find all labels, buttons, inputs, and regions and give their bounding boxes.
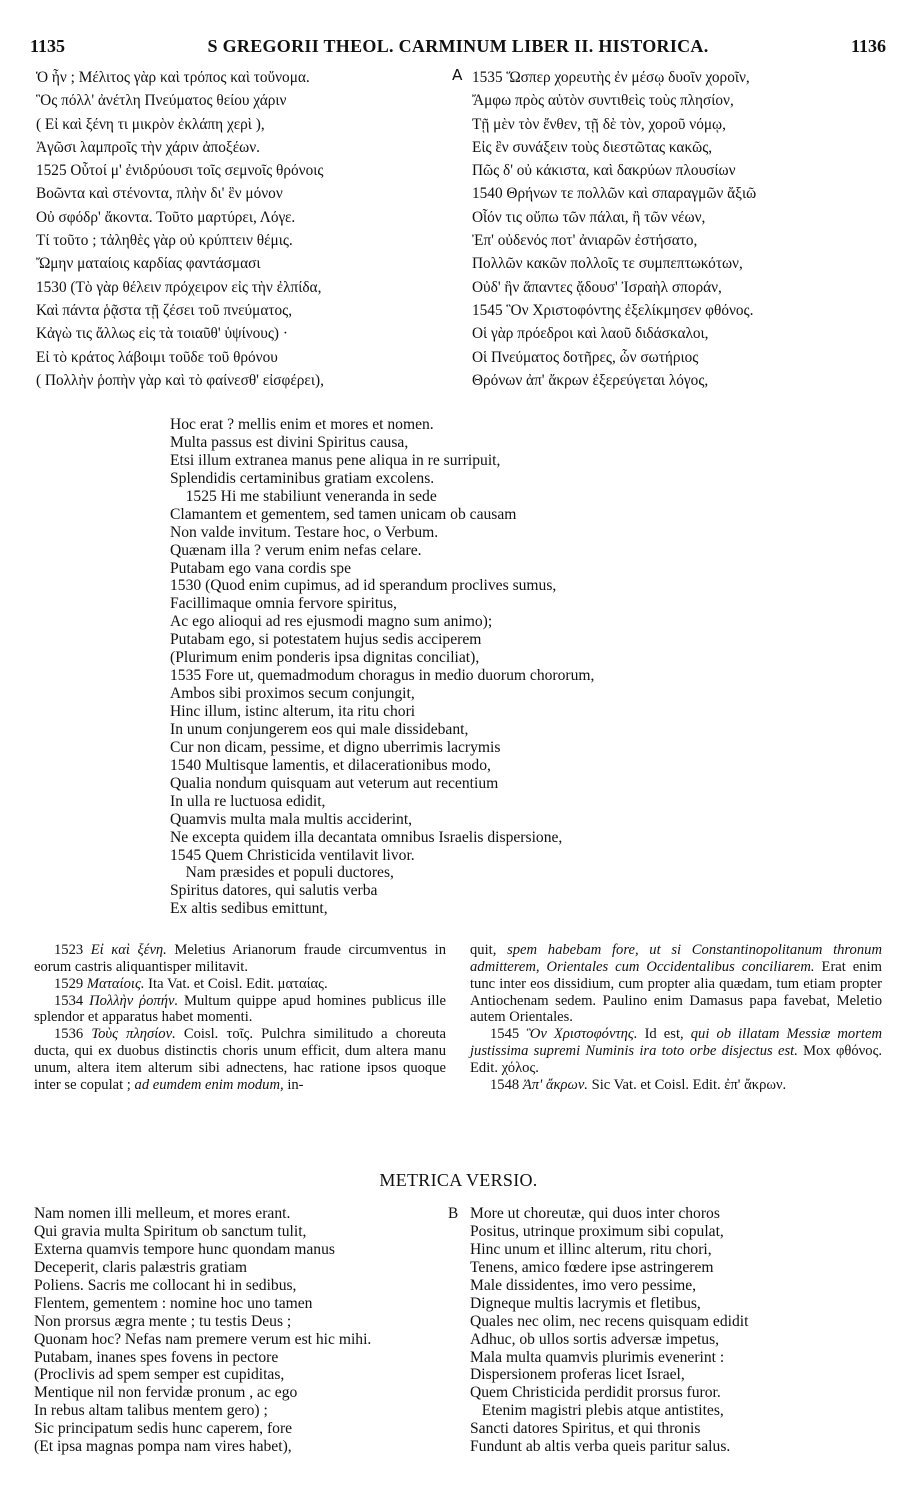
latin-verse-line: Ambos sibi proximos secum conjungit, [170,685,415,703]
greek-verse-line: ( Εἰ καὶ ξένη τι μικρὸν ἐκλάπη χερὶ ), [36,115,265,133]
footnote-italic-text: ad eumdem enim modum, [134,1076,284,1093]
greek-verse-line: Οὐ σφόδρ' ἄκοντα. Τοῦτο μαρτύρει, Λόγε. [36,208,296,226]
metrical-verse-line: Deceperit, claris palæstris gratiam [34,1258,248,1276]
latin-verse-line: Ac ego alioqui ad res ejusmodi magno sum animo); [170,613,493,631]
latin-verse-line: Ne excepta quidem illa decantata omnibus Israelis dispersione, [170,828,563,846]
metrical-verse-line: Externa quamvis tempore hunc quondam manus [34,1240,335,1258]
latin-verse-line: (Plurimum enim ponderis ipsa dignitas conciliat), [170,649,480,667]
greek-verse-line: Εἰς ἓν συνάξειν τοὺς διεστῶτας κακῶς, [472,138,713,156]
greek-text-right-column [452,66,882,392]
footnote-lemma: Ματαίοις. [86,975,145,992]
metrical-verse-line: Male dissidentes, imo vero pessime, [470,1276,697,1294]
metrical-verse-line: Poliens. Sacris me collocant hi in sedibus, [34,1276,297,1294]
metrical-verse-line: Qui gravia multa Spiritum ob sanctum tulit, [34,1222,307,1240]
latin-verse-line: 1535 Fore ut, quemadmodum choragus in medio duorum chororum, [170,667,595,685]
greek-verse-line: Πῶς δ' οὐ κάκιστα, καὶ δακρύων πλουσίων [472,162,736,180]
latin-verse-line: In ulla re luctuosa edidit, [170,792,326,810]
section-heading: METRICA VERSIO. [379,1170,538,1190]
footnote-line-number: 1548 [490,1076,523,1093]
greek-verse-line: Τῇ μὲν τὸν ἔνθεν, τῇ δὲ τὸν, χοροῦ νόμῳ, [472,115,726,133]
metrical-verse-line: Hinc unum et illinc alterum, ritu chori, [470,1240,712,1258]
latin-verse-line: Multa passus est divini Spiritus causa, [170,433,409,451]
greek-verse-line: Οἱ Πνεύματος δοτῆρες, ὧν σωτήριος [472,348,699,366]
column-marker-b: B [448,1205,459,1222]
metrical-verse-line: Positus, utrinque proximum sibi copulat, [470,1222,724,1240]
metrical-verse-line: (Et ipsa magnas pompa nam vires habet), [34,1438,292,1456]
greek-verse-line: Ὃς πόλλ' ἀνέτλη Πνεύματος θείου χάριν [36,92,287,110]
latin-verse-line: Facillimaque omnia fervore spiritus, [170,595,397,613]
latin-verse-line: Hinc illum, istinc alterum, ita ritu chori [170,703,416,720]
greek-verse-line: Ἄμφω πρὸς αὑτὸν συντιθεὶς τοὺς πλησίον, [472,92,734,110]
greek-verse-line: Ὁ ἦν ; Μέλιτος γὰρ καὶ τρόπος καὶ τοὔνομα. [36,69,310,86]
page-number-left: 1135 [30,36,66,56]
latin-verse-line: Cur non dicam, pessime, et digno uberrimis lacrymis [170,738,501,756]
footnote [34,993,446,1027]
metrical-verse-line: Quem Christicida perdidit prorsus furor. [470,1384,721,1402]
footnote-text: Coisl. τοῖς. Pulchra similitudo a choreuta ducta, qui ex duobus distinctis choris unum efficit, dum altera manu unum, altera item alterum sibi adnectens, hac ratione ipsos quoque inter se copulat ; [34,1026,446,1093]
metrical-verse-line: Fundunt ab altis verba queis paritur salus. [470,1438,731,1456]
footnote-text: Erat enim tunc inter eos dissidium, cum propter alia quædam, tum etiam propter Antiochenam sedem. Paulino enim Damasus papa favebat, Meletio autem Orientales. [470,958,882,1026]
greek-verse-line: 1545 Ὃν Χριστοφόντης ἐξελίκμησεν φθόνος. [472,301,754,319]
footnote-line-number: 1529 [54,975,87,992]
metrical-verse-line: Non prorsus ægra mente ; tu testis Deus ; [34,1312,292,1330]
footnote-text: Multum quippe apud homines publicus ille splendor et apparatus habet momenti. [34,992,446,1026]
greek-verse-line: 1530 (Τὸ γὰρ θέλειν πρόχειρον εἰς τὴν ἐλπίδα, [36,278,322,296]
footnote-lemma: Ἀπ' ἄκρων. [522,1076,588,1093]
page-number-right: 1136 [850,36,886,56]
latin-verse-line: Putabam ego vana cordis spe [170,559,352,577]
greek-verse-line: 1540 Θρήνων τε πολλῶν καὶ σπαραγμῶν ἄξιῶ [472,185,757,203]
latin-verse-line: Quamvis multa mala multis acciderint, [170,810,413,828]
footnotes-right-column [470,942,882,1094]
footnote [470,1077,882,1094]
greek-verse-line: Ἀγῶσι λαμπροῖς τὴν χάριν ἀποξέων. [36,138,260,156]
latin-verse-line: 1545 Quem Christicida ventilavit livor. [170,846,415,864]
latin-verse-line: Non valde invitum. Testare hoc, o Verbum. [170,523,439,541]
footnote-text: Ita Vat. et Coisl. Edit. ματαίας. [144,975,328,992]
metrical-verse-line: Etenim magistri plebis atque antistites, [470,1402,724,1420]
greek-verse-line: Θρόνων ἀπ' ἄκρων ἐξερεύγεται λόγος, [472,371,709,389]
latin-translation [170,416,810,918]
latin-verse-line: 1530 (Quod enim cupimus, ad id sperandum proclives sumus, [170,577,557,595]
metrical-verse-line: More ut choreutæ, qui duos inter choros [470,1205,720,1222]
latin-verse-line: Quænam illa ? verum enim nefas celare. [170,541,422,559]
footnote [34,942,446,976]
column-marker-a: A [452,66,463,84]
latin-verse-line: 1540 Multisque lamentis, et dilacerationibus modo, [170,756,491,774]
running-header [30,34,886,58]
footnote [34,976,446,993]
greek-verse-line: ( Πολλὴν ῥοπὴν γὰρ καὶ τὸ φαίνεσθ' εἰσφέρει), [36,371,324,389]
greek-verse-line: Πολλῶν κακῶν πολλοῖς τε συμπεπτωκότων, [472,255,743,273]
metrical-verse-line: Mala multa quamvis plurimis evenerint : [470,1348,725,1366]
latin-verse-line: Ex altis sedibus emittunt, [170,900,328,918]
greek-verse-line: Τί τοῦτο ; τἀληθὲς γὰρ οὐ κρύπτειν θέμις. [36,232,293,250]
footnote-text: in- [283,1076,304,1093]
footnote-italic-text: qui ob illatam Messiæ mortem justissima supremi Numinis ira toto orbe disjectus est. [470,1026,882,1060]
metrical-version-left-column [34,1205,454,1456]
footnotes-left-column [34,942,446,1094]
footnote-lemma: Πολλὴν ῥοπήν. [89,992,179,1009]
footnote-text: quit, [470,942,508,958]
metrical-verse-line: Dispersionem proferas licet Israel, [470,1366,685,1384]
greek-verse-line: 1535 Ὥσπερ χορευτὴς ἐν μέσῳ δυοῖν χοροῖν, [472,69,750,86]
latin-verse-line: Splendidis certaminibus gratiam excolens. [170,469,435,487]
metrical-verse-line: Sancti datores Spiritus, et qui thronis [470,1420,701,1438]
running-title: S GREGORII THEOL. CARMINUM LIBER II. HISTORICA. [207,36,709,56]
greek-text-left-column [36,66,446,392]
footnote-text: Id est, [637,1026,691,1043]
latin-verse-line: Hoc erat ? mellis enim et mores et nomen. [170,416,434,433]
footnote-line-number: 1536 [54,1026,92,1043]
greek-verse-line: Βοῶντα καὶ στένοντα, πλὴν δι' ἓν μόνον [36,185,283,203]
metrical-verse-line: Digneque multis lacrymis et fletibus, [470,1294,701,1312]
greek-verse-line: Οὐδ' ἣν ἅπαντες ᾄδουσ' Ἰσραὴλ σποράν, [472,278,722,296]
greek-verse-line: Εἰ τὸ κράτος λάβοιμι τοῦδε τοῦ θρόνου [36,348,278,366]
footnote [34,1026,446,1093]
metrical-verse-line: Adhuc, ob ullos sortis adversæ impetus, [470,1330,720,1348]
footnote-lemma: Εἰ καὶ ξένη. [90,942,167,958]
metrical-verse-line: In rebus altam talibus mentem gero) ; [34,1402,268,1420]
greek-verse-line: 1525 Οὗτοί μ' ἐνιδρύουσι τοῖς σεμνοῖς θρόνοις [36,162,324,180]
metrical-version-right-column [470,1205,890,1456]
metrical-verse-line: Mentique nil non fervidæ pronum , ac ego [34,1384,298,1402]
latin-verse-line: In unum conjungerem eos qui male dissidebant, [170,720,469,738]
metrical-verse-line: Tenens, amico fœdere ipse astringerem [470,1258,714,1276]
latin-verse-line: Clamantem et gementem, sed tamen unicam ob causam [170,505,517,523]
latin-verse-line: Spiritus datores, qui salutis verba [170,882,378,900]
footnote-lemma: Ὃν Χριστοφόντης. [526,1026,638,1043]
greek-verse-line: Καὶ πάντα ῥᾷστα τῇ ζέσει τοῦ πνεύματος, [36,301,293,319]
greek-verse-line: Ὤμην ματαίοις καρδίας φαντάσμασι [36,255,261,273]
latin-verse-line: Nam præsides et populi ductores, [170,864,394,882]
latin-verse-line: 1525 Hi me stabiliunt veneranda in sede [170,487,437,505]
footnote-text: Sic Vat. et Coisl. Edit. ἐπ' ἄκρων. [587,1076,787,1093]
footnote-line-number: 1534 [54,992,90,1009]
metrical-verse-line: Quales nec olim, nec recens quisquam edidit [470,1312,749,1330]
footnote-italic-text: spem habebam fore, ut si Constantinopolitanum thronum admitterem, Orientales cum Occidentalibus conciliarem. [470,942,882,975]
footnote-text: Mox φθόνος. Edit. χόλος. [470,1043,882,1076]
metrical-verse-line: Quonam hoc? Nefas nam premere verum est hic mihi. [34,1330,372,1348]
latin-verse-line: Qualia nondum quisquam aut veterum aut recentium [170,774,499,792]
greek-verse-line: Οἷόν τις οὔπω τῶν πάλαι, ἢ τῶν νέων, [472,208,706,226]
footnote-lemma: Τοὺς πλησίον. [91,1026,176,1043]
metrical-verse-line: (Proclivis ad spem semper est cupiditas, [34,1366,285,1384]
footnote [470,1026,882,1077]
footnote-text: Meletius Arianorum fraude circumventus in eorum castris aliquantisper militavit. [34,942,446,975]
metrical-verse-line: Sic principatum sedis hunc caperem, fore [34,1420,293,1438]
latin-verse-line: Putabam ego, si potestatem hujus sedis acciperem [170,631,482,649]
greek-verse-line: Κἀγὼ τις ἄλλως εἰς τὰ τοιαῦθ' ὑψίνους) · [36,325,288,343]
footnote-line-number: 1523 [54,942,91,958]
greek-verse-line: Ἐπ' οὐδενός ποτ' ἀνιαρῶν ἐστήσατο, [472,232,698,250]
footnote-line-number: 1545 [490,1026,527,1043]
latin-verse-line: Etsi illum extranea manus pene aliqua in re surripuit, [170,451,501,469]
metrical-verse-line: Nam nomen illi melleum, et mores erant. [34,1205,291,1222]
greek-verse-line: Οἱ γὰρ πρόεδροι καὶ λαοῦ διδάσκαλοι, [472,325,709,343]
footnote [470,942,882,1026]
metrical-verse-line: Putabam, inanes spes fovens in pectore [34,1348,279,1366]
metrical-verse-line: Flentem, gementem : nomine hoc uno tamen [34,1294,313,1312]
